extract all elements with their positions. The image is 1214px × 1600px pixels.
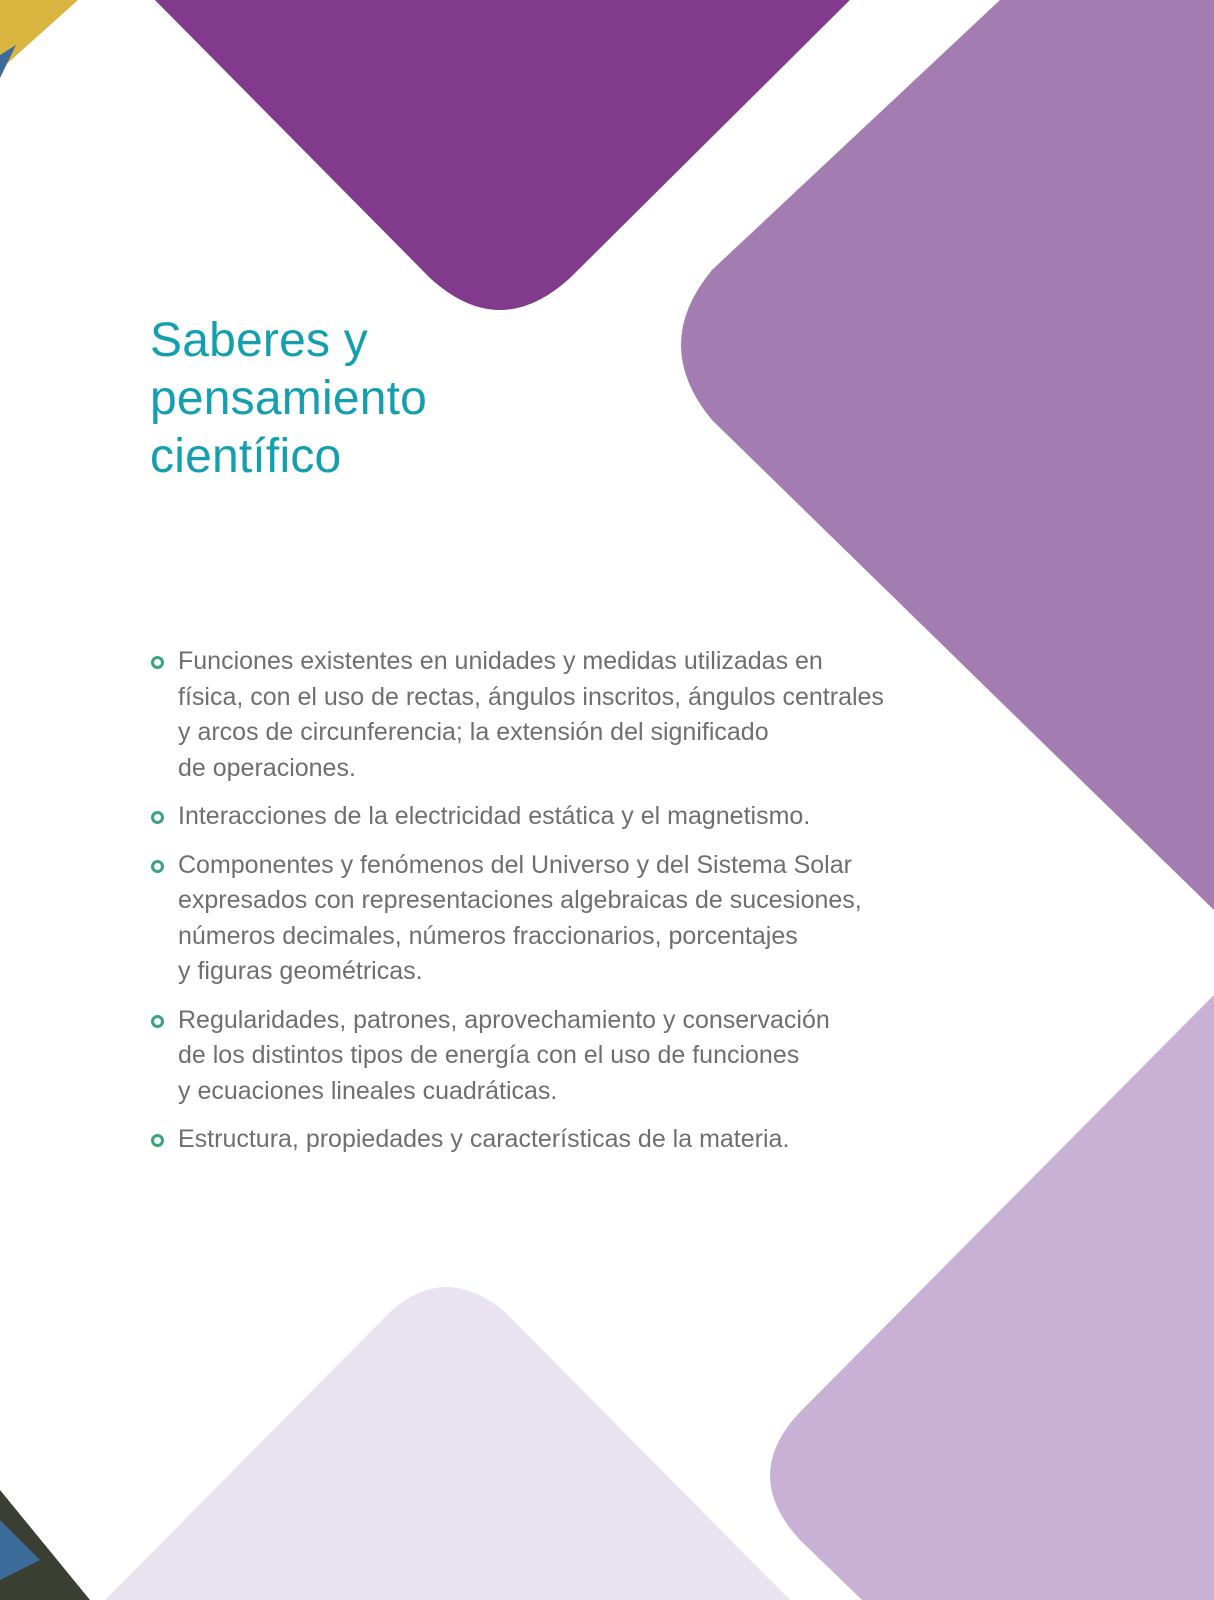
topic-item: [150, 799, 910, 835]
topic-text-line: Interacciones de la electricidad estática y el magnetismo.: [178, 802, 811, 830]
page-title-line: pensamiento: [150, 372, 428, 425]
topic-text-line: Funciones existentes en unidades y medidas utilizadas en: [178, 647, 823, 675]
bullet-icon: [151, 860, 164, 873]
topic-text-line: números decimales, números fraccionarios, porcentajes: [178, 921, 798, 950]
topic-text-line: Regularidades, patrones, aprovechamiento y conservación: [178, 1005, 830, 1034]
topic-list: [150, 644, 910, 1171]
topic-text-line: y arcos de circunferencia; la extensión del significado: [178, 718, 769, 746]
topic-text-line: de operaciones.: [178, 753, 356, 782]
topic-item: [150, 848, 910, 990]
photo-corner-top-gold: [0, 0, 78, 70]
topic-text-line: de los distintos tipos de energía con el uso de funciones: [178, 1041, 800, 1069]
topic-text-line: Componentes y fenómenos del Universo y del Sistema Solar: [178, 850, 852, 879]
topic-item: [150, 1122, 910, 1158]
page-title-line: científico: [150, 430, 342, 483]
page-title-line: Saberes y: [150, 314, 368, 367]
photo-corner-bottom: [0, 1490, 90, 1600]
topic-text-line: expresados con representaciones algebraicas de sucesiones,: [178, 886, 862, 914]
topic-text-line: física, con el uso de rectas, ángulos inscritos, ángulos centrales: [178, 682, 884, 711]
topic-item: [150, 1003, 910, 1110]
bullet-icon: [151, 656, 164, 669]
bullet-icon: [151, 1134, 164, 1147]
bullet-icon: [151, 1015, 164, 1028]
shape-lavender-pale: [105, 1287, 790, 1600]
topic-text-line: Estructura, propiedades y características de la materia.: [178, 1125, 790, 1153]
photo-corner-top: [0, 0, 78, 78]
topic-text-line: y ecuaciones lineales cuadráticas.: [178, 1076, 558, 1105]
topic-text-line: y figuras geométricas.: [178, 957, 423, 985]
topic-item: [150, 644, 910, 786]
page-title: [150, 312, 570, 486]
bullet-icon: [151, 811, 164, 824]
